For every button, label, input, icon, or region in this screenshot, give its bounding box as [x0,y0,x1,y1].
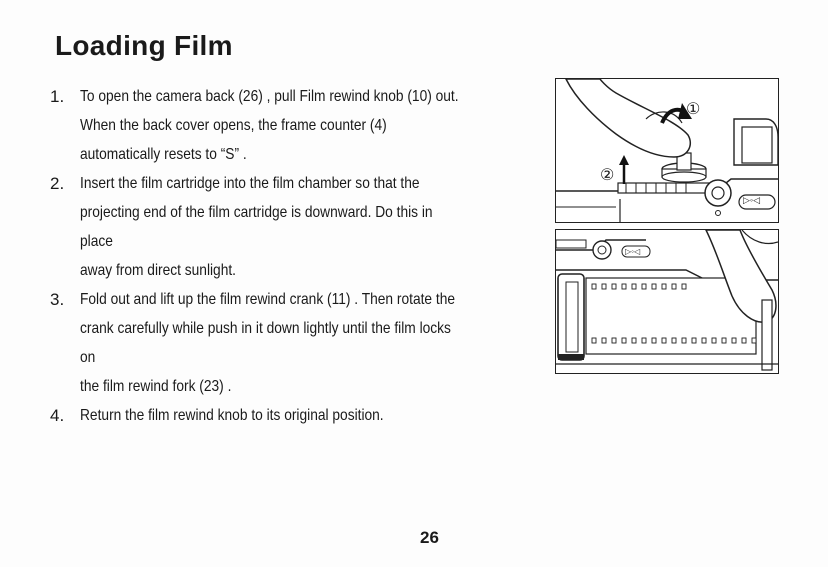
step-1 [50,82,530,169]
figure-film-cartridge [555,229,779,374]
step-number: 4. [50,406,65,425]
marker-2: ② [600,167,615,184]
step-line: To open the camera back (26) , pull Film rewind knob (10) out. [80,88,459,105]
step-line: projecting end of the film cartridge is downward. Do this in place [80,204,433,250]
step-text [80,82,467,169]
step-4 [50,401,530,430]
shutter-mode-label: ▷◦◁ [743,195,761,205]
step-text [80,169,467,285]
marker-1: ① [686,101,701,118]
step-line: When the back cover opens, the frame counter (4) [80,117,387,134]
step-line: Insert the film cartridge into the film chamber so that the [80,175,420,192]
page-title: Loading Film [55,30,233,61]
step-text [80,285,467,401]
step-text [80,401,467,430]
step-line: the film rewind fork (23) . [80,378,232,395]
step-line: Fold out and lift up the film rewind crank (11) . Then rotate the [80,291,456,308]
step-line: away from direct sunlight. [80,262,237,279]
figure-rewind-knob [555,78,779,223]
step-line: crank carefully while push in it down lightly until the film locks on [80,320,451,366]
film-cartridge-illustration [556,230,778,373]
step-3 [50,285,530,401]
step-number: 2. [50,174,65,193]
step-number: 1. [50,87,65,106]
instruction-list [50,82,530,430]
shutter-mode-label: ▷◦◁ [625,247,641,256]
step-2 [50,169,530,285]
step-number: 3. [50,290,65,309]
page-number: 26 [420,528,439,547]
step-line: automatically resets to “S” . [80,146,247,163]
step-line: Return the film rewind knob to its original position. [80,407,384,424]
